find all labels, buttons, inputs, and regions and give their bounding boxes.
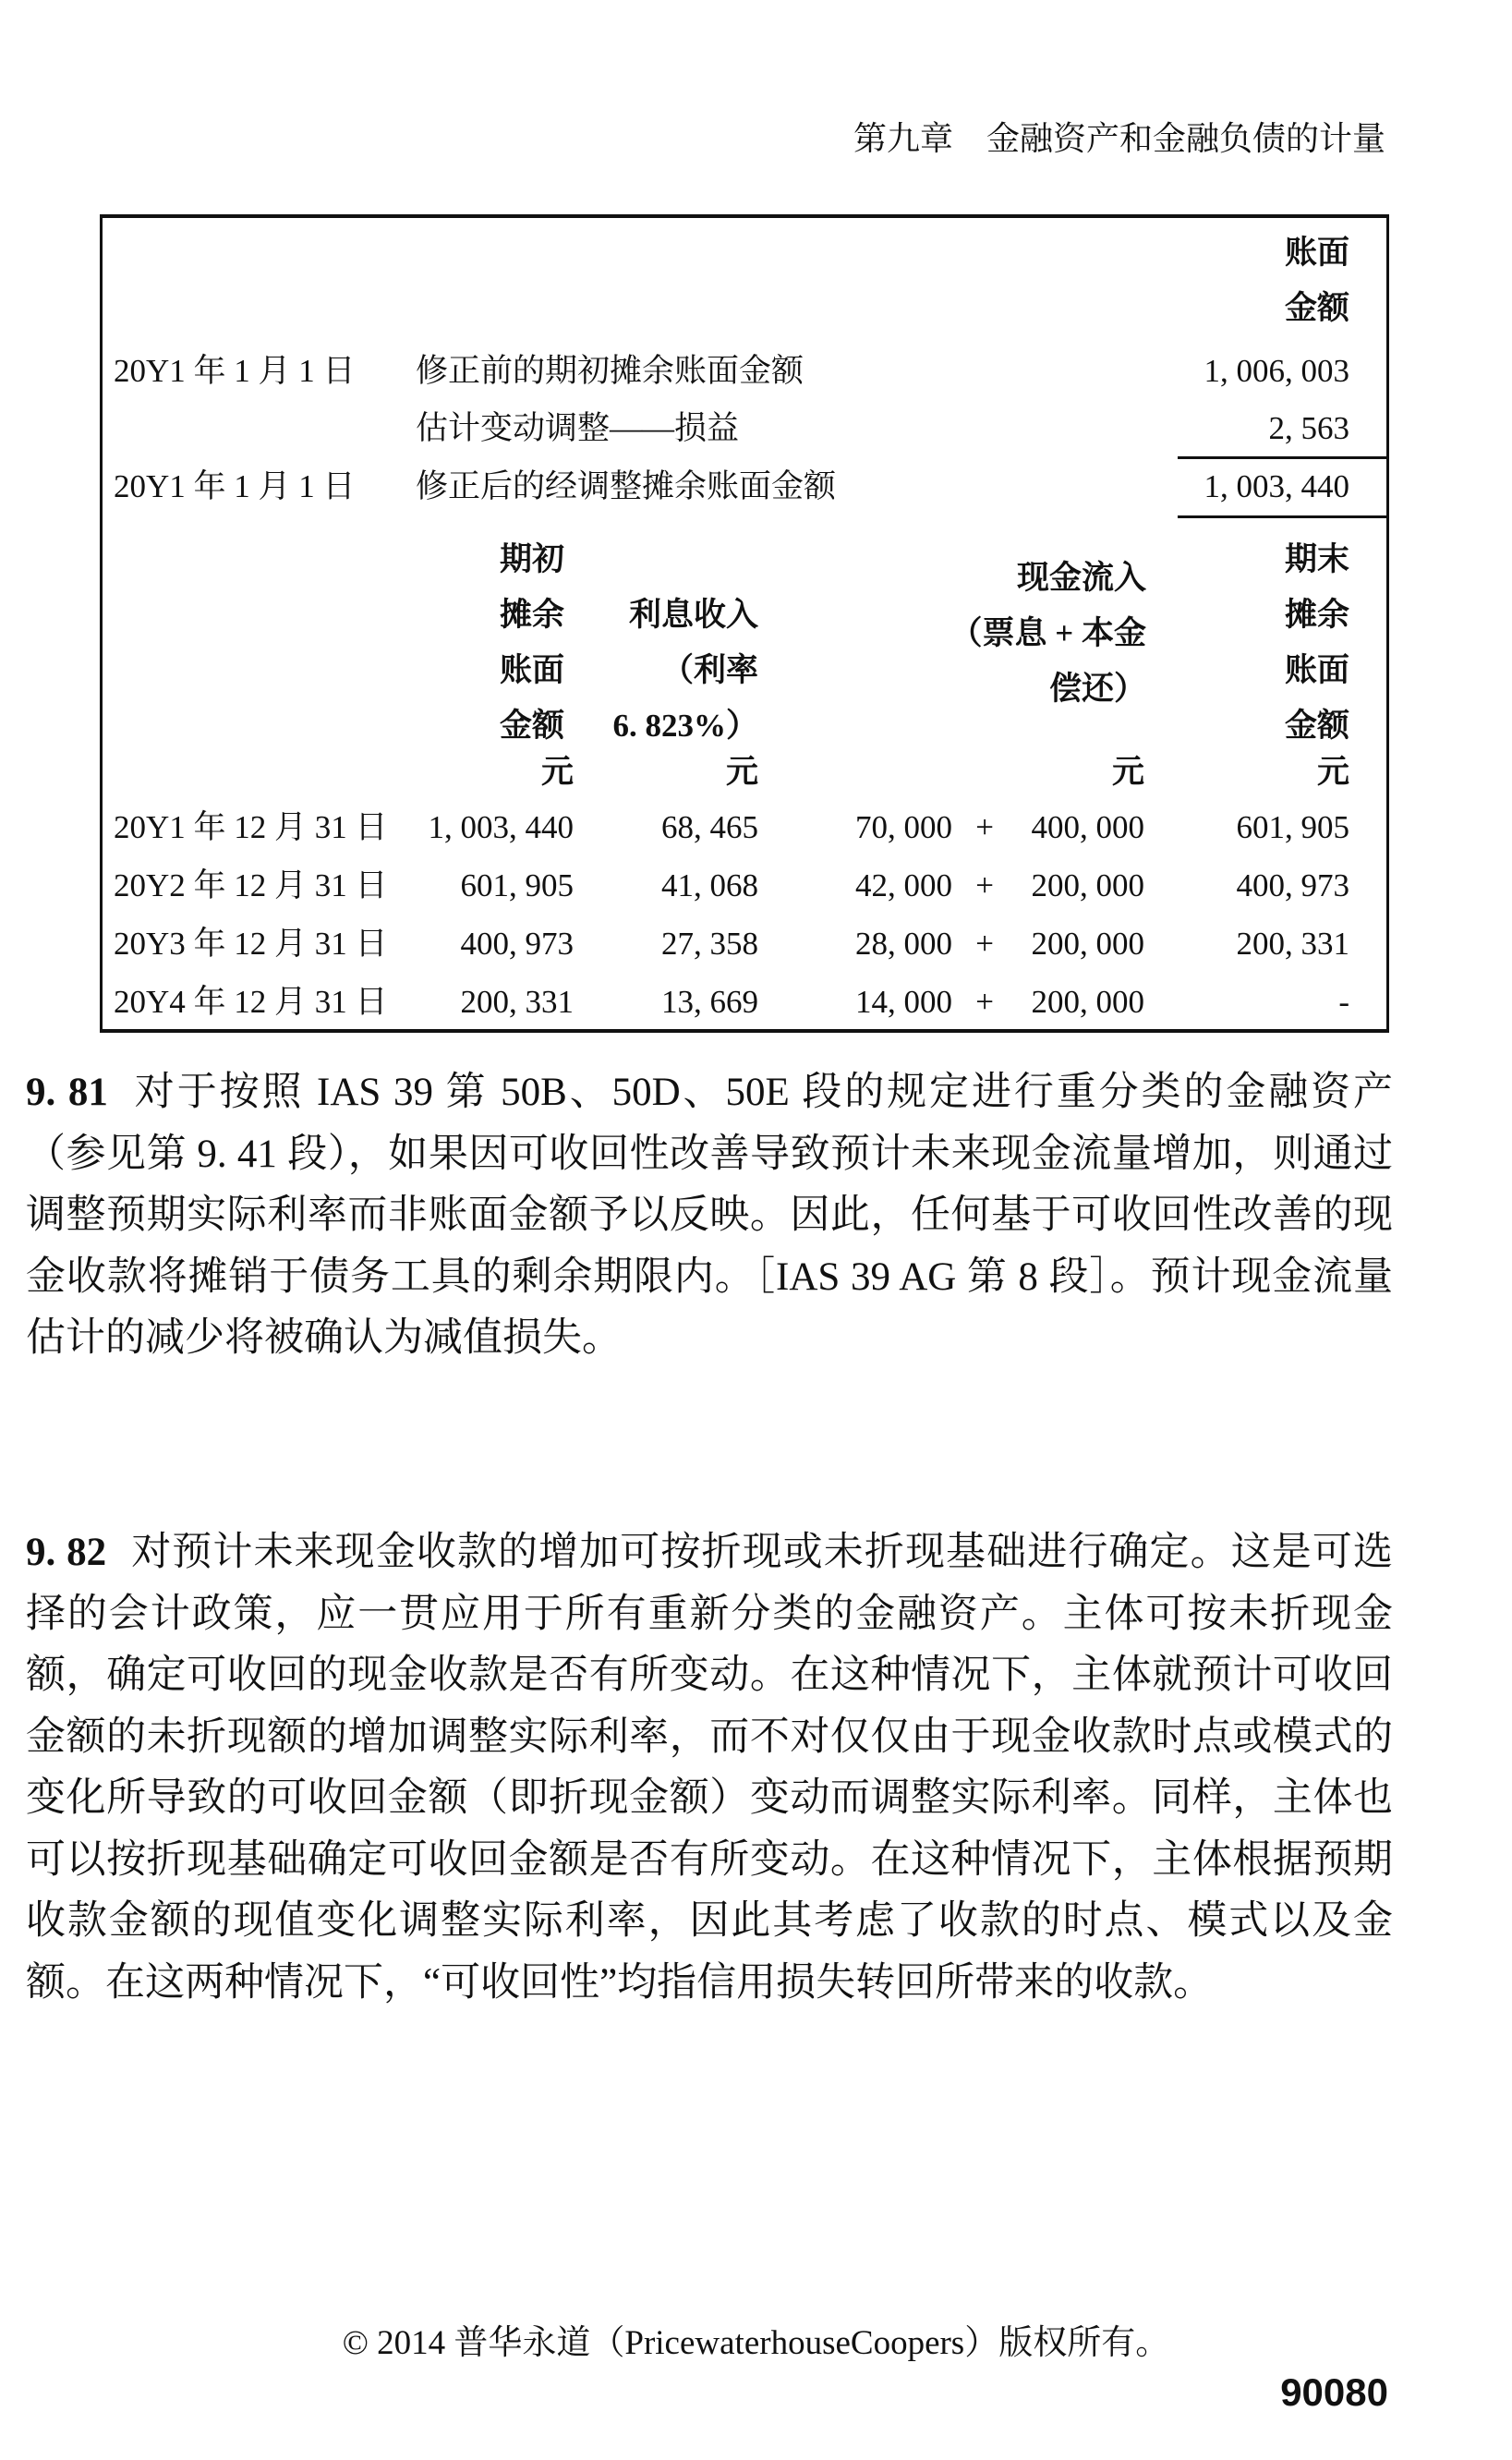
cell-coupon: 28, 000 [855,926,952,962]
hdr-line: （票息 + 本金 [950,615,1146,651]
adjust-desc: 修正后的经调整摊余账面金额 [416,468,837,504]
chapter-header: 第九章 金融资产和金融负债的计量 [853,120,1385,157]
hdr-line: 账面 [500,652,565,688]
unit: 元 [540,754,574,790]
cell-plus: + [975,809,994,845]
cell-closing: 601, 905 [1236,809,1349,845]
hdr-line: 6. 823%） [612,708,758,744]
cell-principal: 200, 000 [1031,984,1144,1020]
hdr-line: 偿还） [1048,671,1146,707]
cell-interest: 13, 669 [661,984,758,1020]
paragraph-text: 对于按照 IAS 39 第 50B、50D、50E 段的规定进行重分类的金融资产（参见第 9. 41 段），如果因可收回性改善导致预计未来现金流量增加，则通过调整预期实际利率而非账面金额予以反映。因此，任何基于可收回性改善的现金收款将摊销于债务工具的剩余期限内。［IAS 39 AG 第 8 段］。预计现金流量估计的减少将被确认为减值损失。 [26,1071,1394,1360]
cell-opening: 601, 905 [460,867,574,903]
cell-coupon: 42, 000 [855,867,952,903]
hdr-line: 金额 [1284,708,1349,744]
amortization-table [100,214,1389,1033]
paragraph-text: 对预计未来现金收款的增加可按折现或未折现基础进行确定。这是可选择的会计政策，应一贯应用于所有重新分类的金融资产。主体可按未折现金额，确定可收回的现金收款是否有所变动。在这种情况下，主体就预计可收回金额的未折现额的增加调整实际利率，而不对仅仅由于现金收款时点或模式的变化所导致的可收回金额（即折现金额）变动而调整实际利率。同样，主体也可以按折现基础确定可收回金额是否有所变动。在这种情况下，主体根据预期收款金额的现值变化调整实际利率，因此其考虑了收款的时点、模式以及金额。在这两种情况下，“可收回性”均指信用损失转回所带来的收款。 [26,1531,1393,2005]
adjust-amount: 2, 563 [1268,410,1349,446]
cell-closing: 400, 973 [1236,867,1349,903]
unit: 元 [1111,754,1144,790]
cell-plus: + [975,926,994,962]
adjust-date: 20Y1 年 1 月 1 日 [114,468,356,504]
col-header-interest [612,588,758,754]
adjust-desc: 修正前的期初摊余账面金额 [416,353,804,389]
cell-coupon: 70, 000 [855,809,952,845]
adjust-amount: 1, 006, 003 [1204,353,1349,389]
cell-coupon: 14, 000 [855,984,952,1020]
cell-plus: + [975,867,994,903]
paragraph-9-81 [26,1062,1393,1370]
unit: 元 [725,754,758,790]
cell-opening: 200, 331 [460,984,574,1020]
adjust-desc: 估计变动调整——损益 [416,410,740,446]
cell-opening: 1, 003, 440 [428,809,574,845]
hdr-line: 金额 [500,708,565,744]
adjust-amount: 1, 003, 440 [1204,468,1349,504]
adjust-date: 20Y1 年 1 月 1 日 [114,353,356,389]
cell-principal: 400, 000 [1031,809,1144,845]
cell-interest: 41, 068 [661,867,758,903]
hdr-line: 利息收入 [628,597,758,633]
col-header-cash [950,551,1146,717]
paragraph-number: 9. 81 [26,1071,108,1114]
hdr-line: 摊余 [500,597,565,633]
cell-date: 20Y2 年 12 月 31 日 [114,867,388,903]
sum-rule [1178,456,1386,459]
hdr-line: 账面 [1284,652,1349,688]
th-carrying-1: 账面 [1284,235,1349,271]
page-number: 90080 [1280,2370,1388,2414]
cell-date: 20Y1 年 12 月 31 日 [114,809,388,845]
col-header-opening [500,532,564,754]
paragraph-number: 9. 82 [26,1531,107,1574]
copyright: © 2014 普华永道（PricewaterhouseCoopers）版权所有。 [342,2324,1170,2362]
cell-principal: 200, 000 [1031,926,1144,962]
th-carrying-2: 金额 [1284,290,1349,326]
hdr-line: 摊余 [1284,597,1349,633]
cell-interest: 27, 358 [661,926,758,962]
unit: 元 [1316,754,1349,790]
cell-principal: 200, 000 [1031,867,1144,903]
paragraph-9-82 [26,1522,1393,2014]
hdr-line: 期末 [1284,541,1349,577]
cell-opening: 400, 973 [460,926,574,962]
cell-closing: - [1338,984,1349,1020]
cell-interest: 68, 465 [661,809,758,845]
cell-plus: + [975,984,994,1020]
total-rule [1178,515,1386,518]
hdr-line: （利率 [660,652,758,688]
hdr-line: 期初 [500,541,565,577]
col-header-closing [1285,532,1349,754]
cell-date: 20Y3 年 12 月 31 日 [114,926,388,962]
cell-date: 20Y4 年 12 月 31 日 [114,984,388,1020]
hdr-line: 现金流入 [1016,560,1146,596]
cell-closing: 200, 331 [1236,926,1349,962]
